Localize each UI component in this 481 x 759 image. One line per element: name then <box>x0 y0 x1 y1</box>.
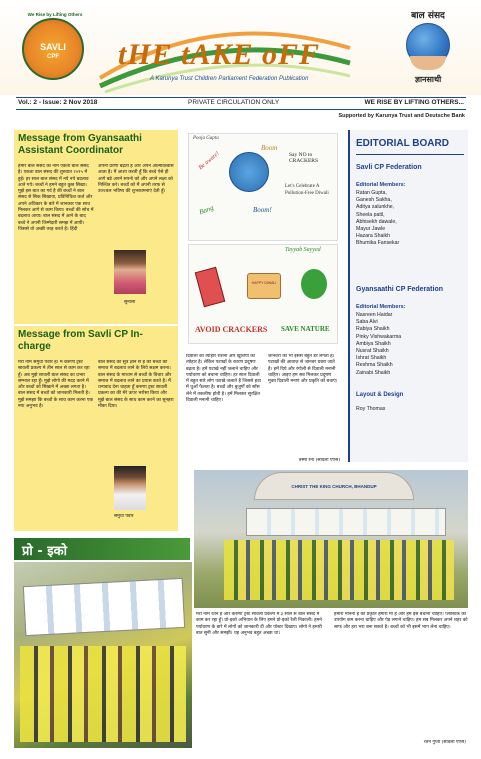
earth-icon <box>229 152 269 192</box>
editorial-member: Nusrat Shaikh <box>356 348 389 355</box>
photo-pro-eco-rally <box>14 562 192 748</box>
editorial-member: Abhisekh dawale, <box>356 218 397 225</box>
editorial-member: Sheela patil, <box>356 211 385 218</box>
fed1-members-label: Editorial Members: <box>356 182 406 188</box>
editorial-member: Pinky Vishwakarma <box>356 333 402 340</box>
drawing2-line1: AVOID CRACKERS <box>195 325 268 334</box>
editorial-member: Aditya salunkhe, <box>356 204 395 211</box>
fed2-title: Gyansaathi CP Federation <box>356 286 444 293</box>
editorial-member: Ganesh Sakha, <box>356 197 392 204</box>
editorial-member: Ambiya Shaikh <box>356 340 391 347</box>
coordinator-photo <box>114 250 146 294</box>
drawing1-bubble2: Boom <box>261 144 278 152</box>
drawing2-line2: SAVE NATURE <box>281 325 330 333</box>
editorial-member: Nasreen Haidar <box>356 312 393 318</box>
pro-eco-title: प्रो - इको <box>22 544 67 559</box>
fed2-members-label: Editorial Members: <box>356 304 406 310</box>
support-label: Supported by Karunya Trust and Deutsche Bank <box>338 113 465 119</box>
cracker-icon <box>195 267 226 307</box>
incharge-signature: समुधा पवार <box>114 514 134 519</box>
right-logo-bottom-text: ज्ञानसाथी <box>414 75 442 84</box>
drawing1-bubble4: Let's Celebrate A Pollution-Free Diwali <box>285 184 329 196</box>
editorial-member: Mayur Jawle <box>356 226 386 233</box>
info-bar <box>16 97 466 110</box>
layout-name: Roy Thomas <box>356 406 386 412</box>
rally-posters <box>23 578 185 636</box>
logo-low-text: CPF <box>47 54 59 60</box>
drawing1-bubble6: Bang <box>198 203 215 217</box>
savli-cpf-logo <box>22 12 84 80</box>
issue-label: Vol.: 2 - Issue: 2 Nov 2018 <box>18 99 98 106</box>
article-gyansaathi-title: Message from Gyansaathi Assistant Coordinator <box>18 133 142 156</box>
editorial-member: Zainabi Shaikh <box>356 369 391 376</box>
editorial-title-rule <box>356 154 464 155</box>
drawing2-artist: Tayyab Sayyed <box>285 247 321 253</box>
editorial-member: Rabiya Shaikh <box>356 326 390 333</box>
editorial-title: EDITORIAL BOARD <box>356 138 449 149</box>
editorial-member: Ratan Gupta, <box>356 190 387 196</box>
drawing1-bubble1: Be aware! <box>197 150 221 172</box>
hands-icon <box>410 56 446 70</box>
drawing-avoid-crackers <box>188 244 338 344</box>
header <box>0 0 481 95</box>
incharge-photo <box>114 466 146 510</box>
photo-church-gate <box>194 470 468 608</box>
editorial-member: Bhumika Fansekar <box>356 240 400 247</box>
article-gyansaathi-col2: अपनी प्रेरणा बढ़ती है और अपने आत्मविश्वास आता है। मैं आशा करती हूँ कि बच्चे ऐसे ही आगे बढे अपने सपनो को और अपने लक्ष्य को निश्चित करे। बच्चों को मैं अपनी तरफ़ से उज्ज्वल भविष्य की शुभकामनाएं देती हूँ। <box>98 164 174 195</box>
logo-top-text: We Rise by Lifting Others <box>27 12 83 17</box>
fed1-title: Savli CP Federation <box>356 164 422 171</box>
rally-students <box>20 646 186 742</box>
masthead-title: tHE tAKE oFF <box>118 38 321 71</box>
article-gyansaathi <box>14 130 178 324</box>
article-savli-col1: मेरा नाम समुधा पवार है। मैं करुणा ट्रस्ट सावली प्रकल्प मे तीन साल से काम कर रहा हूँ। अब मुझे सावली बाल संसद का प्रभार सम्भाल रहा हूँ। मुझे लोगो की मदद करने में और बच्चों को सिखाने में अच्छा लगता है। बाल संसद में बच्चों को जानकारी मिलती है। मुझे समझा कि बच्चों के साथ काम करना एक नया अनुभव है। <box>18 360 94 410</box>
drawing-pollution-free <box>188 133 338 241</box>
fed1-members-list <box>356 190 464 248</box>
article-proeco-col1: मेरा नाम रतन है और करुणा ट्रस्ट सावली प्रकल्प में ३ साल से बाल संसद में काम कर रहा हूँ। प्रो-इको अभियान के लिए हमने प्रो-इको रैली निकाली। हमने पर्यावरण के बारे में लोगों को जानकारी दी और पोस्टर दिखाए। लोगो ने हमारी बात सुनी और समझी। यह अनुभव बहुत अच्छा था। <box>196 612 322 636</box>
editorial-member: Ishrat Shaikh <box>356 355 387 362</box>
cake-icon <box>247 273 281 299</box>
drawing1-bubble3: Say NO to CRACKERS <box>289 152 319 164</box>
gate-banner: CHRIST THE KING CHURCH, BHANDUP <box>291 484 377 489</box>
editorial-member: Hazara Shaikh <box>356 233 391 240</box>
article-savli-title: Message from Savli CP In-charge <box>18 329 143 352</box>
right-logo-top-text: बाल संसद <box>411 11 445 21</box>
circulation-label: PRIVATE CIRCULATION ONLY <box>188 99 280 106</box>
article-savli-col2: बाल संसद का सुत्र ज्ञान से है की बच्चों को समाज में बदलाव लाने के लिये सक्षम करना। बाल संसद के माध्यम से बच्चों के विचार और समाज में बदलाव लाने का प्रयास करते है। मैं धन्यवाद देना चाहता हूँ करुणा ट्रस्ट सावली प्रकल्प का की मेरे ऊपर भरोसा किया और मुझे बाल संसद के साथ काम करने का सुनहरा मौका दिया। <box>98 360 174 410</box>
drawing1-bubble5: Boom! <box>253 206 272 214</box>
tree-icon <box>301 269 327 299</box>
article-savli <box>14 326 178 531</box>
article-proeco-col2: हमारा मानना है की प्रकृति हमारी माँ है और हमें इसे बचाना चाहिए। प्लास्टिक का उपयोग कम करना चाहिए और पेड़ लगाने चाहिए। हम सब मिलकर अपने शहर को साफ और हरा भरा बना सकते है। बच्चों को भी इसमें भाग लेना चाहिए। <box>334 612 468 630</box>
drawing1-artist: Pooja Gupta <box>193 136 219 141</box>
pro-eco-bar <box>14 538 190 560</box>
article-gyansaathi-col1: हमारे बाल संसद का नाम एकता बाल संसद है। एकता बाल संसद की शुरुवात २०१५ में हुई। हर साल बाल संसद में नये नये बदलाव आते गये। बच्चों ने हमने बहुत कुछ सिखा। मुझे इस बात का गर्व है की बच्चों ने बाल संसद से सिक सिखाया, प्रतिनिधित्व कर्ज और अपने अधिकार के बारे में जानकार एक साथ मिलकर आगे से काम किया। बच्चों की सोच में बदलाव आया। बाल संसद में आने के बाद बच्चे ने अपनी जिम्मेदारी समझ में आयी। जिससे वो अच्छी तरह करते है। हिंदी <box>18 164 94 232</box>
editorial-member: Reshma Shaikh <box>356 362 393 369</box>
bal-sansad-logo <box>388 8 468 94</box>
fed2-members-list <box>356 312 464 377</box>
article-diwali-col2: जानवरों को भी इससे बहुत डर लगता है। पटाखों की आवाज़ से जानवर घबरा जाते है। हमें दिये और रंगोली से दिवाली मनानी चाहिए। आइए हम सब मिलकर प्रदूषण मुक्त दिवाली मनाएं और प्रकृति को बचाएं। <box>268 354 338 385</box>
layout-label: Layout & Design <box>356 392 404 398</box>
article-proeco-signature: रतन गुप्ता (सावली एएस) <box>423 740 466 745</box>
coordinator-signature: सुनाली <box>124 300 136 305</box>
editorial-member: Saba Alvi <box>356 319 378 326</box>
logo-mid-text: SAVLI <box>40 42 66 52</box>
motto-label: WE RISE BY LIFTING OTHERS... <box>364 99 464 106</box>
article-diwali-col1: दिवाली का त्योहार रोशनी और खुशियों का त्योहार है। लेकिन पटाखों के कारण प्रदूषण बढ़ता है। हमें पटाखे नहीं जलाने चाहिए और पर्यावरण को बचाना चाहिए। हर साल दिवाली में बहुत सारे लोग पटाखे जलाते है जिससे हवा में धुआँ फैलता है। बच्चों और बुजुर्गों को साँस लेने में तकलीफ होती है। हमें मिलकर सुरक्षित दिवाली मनानी चाहिए। <box>186 354 261 404</box>
students-group <box>224 540 454 600</box>
drawing2-cake: HAPPY DIWALI <box>251 281 277 285</box>
posters-row <box>246 508 446 536</box>
editorial-board <box>348 130 468 462</box>
article-diwali-signature: तस्मा रैना (सावली एएस) <box>298 458 340 463</box>
masthead-tagline: A Karunya Trust Children Parliament Federation Publication <box>150 76 309 82</box>
